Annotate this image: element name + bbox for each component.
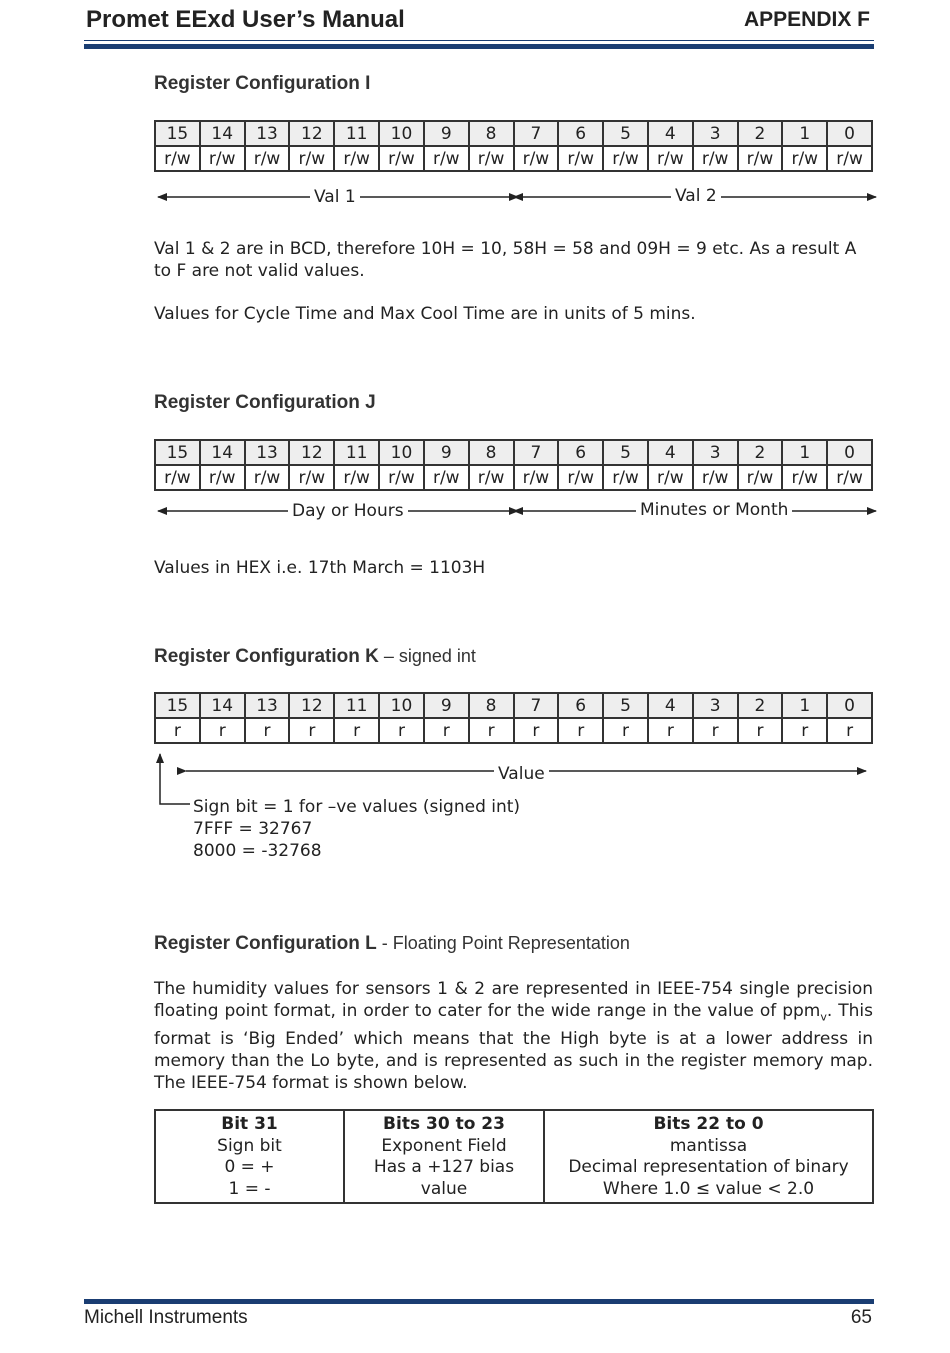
bit-number-cell: 3 <box>693 440 738 465</box>
access-cell: r/w <box>693 146 738 171</box>
access-cell: r/w <box>379 146 424 171</box>
bit-number-cell: 6 <box>558 440 603 465</box>
manual-title: Promet EExd User’s Manual <box>86 6 405 33</box>
bit-number-cell: 8 <box>469 440 514 465</box>
bit-number-cell: 15 <box>155 440 200 465</box>
bit-number-cell: 14 <box>200 440 245 465</box>
access-cell: r/w <box>648 465 693 490</box>
ieee-mantissa-heading: Bits 22 to 0 <box>653 1114 764 1134</box>
bit-number-cell: 7 <box>514 121 559 146</box>
access-cell: r/w <box>200 146 245 171</box>
ieee754-row <box>155 1110 873 1203</box>
access-cell: r <box>289 718 334 743</box>
access-cell: r <box>514 718 559 743</box>
access-cell: r/w <box>155 465 200 490</box>
access-cell: r/w <box>334 146 379 171</box>
access-cell: r/w <box>514 146 559 171</box>
access-cell: r/w <box>200 465 245 490</box>
config-i-paragraph-1: Val 1 & 2 are in BCD, therefore 10H = 10, 58H = 58 and 09H = 9 etc. As a result A to F are not valid values. <box>154 239 857 281</box>
bit-number-cell: 2 <box>738 121 783 146</box>
config-k-register-table <box>154 692 873 744</box>
config-k-value-label: Value <box>494 764 549 784</box>
bit-number-row <box>155 693 872 718</box>
bit-number-cell: 4 <box>648 693 693 718</box>
bit-number-cell: 7 <box>514 440 559 465</box>
bit-number-cell: 7 <box>514 693 559 718</box>
bit-number-cell: 10 <box>379 121 424 146</box>
bit-number-cell: 10 <box>379 440 424 465</box>
bit-number-cell: 14 <box>200 693 245 718</box>
bit-number-cell: 8 <box>469 121 514 146</box>
access-cell: r/w <box>514 465 559 490</box>
config-k-sign-note-3: 8000 = -32768 <box>193 841 322 861</box>
access-cell: r/w <box>558 465 603 490</box>
ieee-sign-line: 0 = + <box>224 1157 275 1177</box>
bit-number-cell: 12 <box>289 693 334 718</box>
bit-number-cell: 5 <box>603 121 648 146</box>
access-cell: r/w <box>379 465 424 490</box>
access-cell: r/w <box>424 465 469 490</box>
ppmv-subscript: v <box>820 1010 827 1024</box>
access-cell: r/w <box>289 465 334 490</box>
page-number: 65 <box>850 1307 872 1328</box>
ieee-sign-cell <box>155 1110 344 1203</box>
config-i-val1-label: Val 1 <box>310 187 360 207</box>
bit-number-cell: 13 <box>245 440 290 465</box>
access-cell: r/w <box>469 465 514 490</box>
bit-number-cell: 1 <box>782 121 827 146</box>
bit-number-cell: 2 <box>738 693 783 718</box>
ieee-sign-line: Sign bit <box>217 1135 282 1156</box>
ieee-exponent-line: Exponent Field <box>381 1135 507 1156</box>
footer-rule <box>84 1299 874 1304</box>
config-k-sign-note-1: Sign bit = 1 for –ve values (signed int) <box>193 797 521 817</box>
bit-number-cell: 13 <box>245 121 290 146</box>
bit-number-cell: 12 <box>289 121 334 146</box>
access-cell: r <box>200 718 245 743</box>
bit-number-cell: 8 <box>469 693 514 718</box>
bit-number-cell: 3 <box>693 121 738 146</box>
ieee-mantissa-line: Where 1.0 ≤ value < 2.0 <box>602 1178 815 1199</box>
access-cell: r/w <box>603 146 648 171</box>
access-cell: r/w <box>424 146 469 171</box>
bit-number-cell: 13 <box>245 693 290 718</box>
access-cell: r <box>782 718 827 743</box>
config-j-left-label: Day or Hours <box>288 501 408 521</box>
bit-number-cell: 1 <box>782 693 827 718</box>
bit-number-cell: 3 <box>693 693 738 718</box>
bit-number-cell: 0 <box>827 440 872 465</box>
ieee-mantissa-line: Decimal representation of binary <box>568 1157 849 1177</box>
bit-number-cell: 14 <box>200 121 245 146</box>
bit-number-cell: 11 <box>334 440 379 465</box>
footer-company: Michell Instruments <box>84 1307 248 1328</box>
ieee-exponent-line: Has a +127 bias value <box>373 1157 515 1199</box>
access-row <box>155 718 872 743</box>
access-cell: r <box>245 718 290 743</box>
access-cell: r <box>558 718 603 743</box>
bit-number-cell: 4 <box>648 121 693 146</box>
config-j-title: Register Configuration J <box>154 392 376 413</box>
ieee-sign-heading: Bit 31 <box>221 1114 278 1134</box>
config-l-paragraph-part-2: . This format is ‘Big Ended’ which means that the High byte is at a lower address in memory than the Lo byte, and is represented as such in the register memory map. The IEEE-754 format is shown below. <box>154 1001 873 1094</box>
bit-number-cell: 6 <box>558 121 603 146</box>
access-cell: r <box>693 718 738 743</box>
ieee-mantissa-cell <box>544 1110 873 1203</box>
access-cell: r/w <box>827 146 872 171</box>
config-j-register-table <box>154 439 873 491</box>
access-cell: r/w <box>289 146 334 171</box>
config-k-title-text: Register Configuration K <box>154 646 379 667</box>
bit-number-cell: 9 <box>424 121 469 146</box>
bit-number-cell: 12 <box>289 440 334 465</box>
bit-number-cell: 10 <box>379 693 424 718</box>
config-j-right-label: Minutes or Month <box>636 500 792 520</box>
access-cell: r/w <box>155 146 200 171</box>
config-l-paragraph-part-1: The humidity values for sensors 1 & 2 are represented in IEEE-754 single precision floating point format, in order to cater for the wide range in the value of ppm <box>154 979 873 1021</box>
access-cell: r/w <box>245 146 290 171</box>
config-k-sign-arrow <box>160 754 190 804</box>
access-cell: r <box>155 718 200 743</box>
access-cell: r/w <box>334 465 379 490</box>
config-k-subtitle: – signed int <box>378 646 476 666</box>
access-cell: r <box>603 718 648 743</box>
access-cell: r/w <box>469 146 514 171</box>
bit-number-cell: 1 <box>782 440 827 465</box>
config-l-title-text: Register Configuration L <box>154 933 377 954</box>
access-cell: r/w <box>693 465 738 490</box>
config-i-val2-label: Val 2 <box>671 186 721 206</box>
bit-number-cell: 5 <box>603 693 648 718</box>
access-row <box>155 465 872 490</box>
ieee754-format-table <box>154 1109 874 1204</box>
access-cell: r <box>379 718 424 743</box>
ieee-exponent-cell <box>344 1110 544 1203</box>
access-cell: r/w <box>782 465 827 490</box>
bit-number-cell: 15 <box>155 693 200 718</box>
access-cell: r <box>648 718 693 743</box>
config-j-paragraph: Values in HEX i.e. 17th March = 1103H <box>154 558 486 578</box>
access-cell: r <box>424 718 469 743</box>
config-k-sign-note-2: 7FFF = 32767 <box>193 819 313 839</box>
bit-number-cell: 11 <box>334 121 379 146</box>
access-cell: r/w <box>603 465 648 490</box>
ieee-sign-line: 1 = - <box>228 1178 271 1199</box>
bit-number-cell: 11 <box>334 693 379 718</box>
config-i-paragraph-2: Values for Cycle Time and Max Cool Time are in units of 5 mins. <box>154 304 696 324</box>
bit-number-cell: 4 <box>648 440 693 465</box>
access-cell: r/w <box>245 465 290 490</box>
config-l-subtitle: - Floating Point Representation <box>376 933 630 953</box>
config-l-paragraph <box>154 978 873 1094</box>
access-cell: r <box>334 718 379 743</box>
ieee-exponent-heading: Bits 30 to 23 <box>383 1114 505 1134</box>
bit-number-cell: 0 <box>827 693 872 718</box>
bit-number-cell: 15 <box>155 121 200 146</box>
bit-number-cell: 6 <box>558 693 603 718</box>
access-cell: r <box>827 718 872 743</box>
bit-number-cell: 9 <box>424 693 469 718</box>
bit-number-cell: 0 <box>827 121 872 146</box>
access-cell: r/w <box>648 146 693 171</box>
access-cell: r <box>738 718 783 743</box>
access-cell: r/w <box>738 465 783 490</box>
config-i-title: Register Configuration I <box>154 73 371 94</box>
config-l-title <box>154 933 630 955</box>
bit-number-cell: 5 <box>603 440 648 465</box>
access-cell: r/w <box>782 146 827 171</box>
bit-number-row <box>155 440 872 465</box>
ieee-mantissa-line: mantissa <box>669 1135 748 1156</box>
bit-number-cell: 2 <box>738 440 783 465</box>
access-cell: r/w <box>827 465 872 490</box>
config-k-title <box>154 646 476 668</box>
access-cell: r/w <box>738 146 783 171</box>
access-cell: r <box>469 718 514 743</box>
appendix-label: APPENDIX F <box>743 8 870 31</box>
access-cell: r/w <box>558 146 603 171</box>
bit-number-cell: 9 <box>424 440 469 465</box>
